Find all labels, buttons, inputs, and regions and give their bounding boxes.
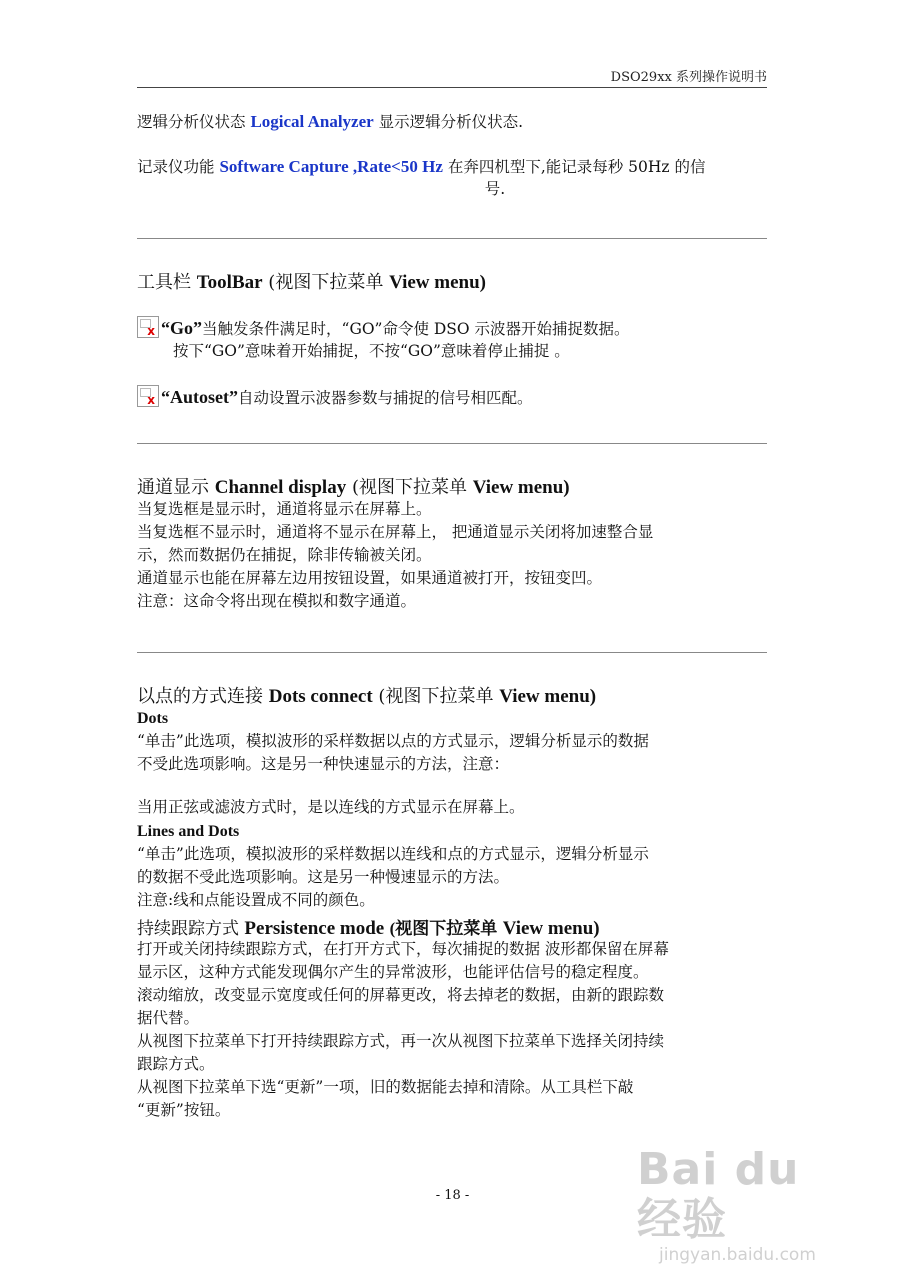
persistence-paren: (视图下拉菜单: [389, 919, 498, 938]
persistence-title-en: Persistence mode: [244, 918, 385, 939]
lines-dots-line: 注意:线和点能设置成不同的颜色。: [137, 891, 375, 909]
persistence-title-cn: 持续跟踪方式: [137, 919, 239, 939]
go-label: “Go”: [161, 318, 203, 338]
persistence-line: 据代替。: [137, 1009, 200, 1027]
channel-heading: [137, 473, 570, 499]
logic-analyzer-paragraph: [137, 110, 767, 134]
recorder-desc-cont: 号.: [484, 180, 506, 198]
document-header: DSO29xx 系列操作说明书: [610, 70, 767, 85]
lines-dots-line: 的数据不受此选项影响。这是另一种慢速显示的方法。: [137, 868, 510, 886]
channel-paren: (视图下拉菜单: [351, 477, 467, 498]
dots-paren: (视图下拉菜单: [378, 686, 494, 707]
toolbar-heading: [137, 268, 486, 294]
channel-line: 示，然而数据仍在捕捉，除非传输被关闭。: [137, 546, 432, 564]
persistence-line: 显示区，这种方式能发现偶尔产生的异常波形，也能评估信号的稳定程度。: [137, 963, 649, 981]
channel-title-en: Channel display: [214, 477, 347, 498]
lines-dots-subheading: Lines and Dots: [137, 823, 240, 840]
autoset-item: [137, 385, 767, 410]
dots-heading: [137, 682, 596, 708]
go-text-1: 当触发条件满足时，“GO”命令使 DSO 示波器开始捕捉数据。: [202, 320, 630, 338]
persistence-line: 滚动缩放，改变显示宽度或任何的屏幕更改，将去掉老的数据，由新的跟踪数: [137, 986, 665, 1004]
toolbar-title-cn: 工具栏: [137, 272, 191, 293]
channel-title-cn: 通道显示: [137, 477, 209, 498]
dots-paren-en: View menu): [499, 686, 597, 707]
page-number: - 18 -: [435, 1188, 470, 1203]
section-rule-3: [137, 652, 767, 653]
persistence-line: 打开或关闭持续跟踪方式，在打开方式下，每次捕捉的数据 波形都保留在屏幕: [137, 940, 669, 958]
lines-dots-body: [137, 843, 767, 912]
dots-line: 当用正弦或滤波方式时，是以连线的方式显示在屏幕上。: [137, 798, 525, 816]
baidu-watermark: [637, 1144, 847, 1265]
persistence-line: 从视图下拉菜单下打开持续跟踪方式，再一次从视图下拉菜单下选择关闭持续: [137, 1032, 665, 1050]
broken-image-icon: x: [137, 316, 159, 338]
persistence-line: 跟踪方式。: [137, 1055, 215, 1073]
dots-title-cn: 以点的方式连接: [137, 686, 263, 707]
channel-line: 当复选框是显示时，通道将显示在屏幕上。: [137, 500, 432, 518]
dots-line: “单击”此选项，模拟波形的采样数据以点的方式显示，逻辑分析显示的数据: [137, 732, 649, 750]
broken-image-icon: x: [137, 385, 159, 407]
section-rule-1: [137, 238, 767, 239]
toolbar-paren: (视图下拉菜单: [268, 272, 384, 293]
channel-line: 当复选框不显示时，通道将不显示在屏幕上， 把通道显示关闭将加速整合显: [137, 523, 654, 541]
go-item: [137, 316, 767, 341]
persistence-heading: [137, 914, 600, 940]
header-rule: [137, 87, 767, 88]
logic-desc: 显示逻辑分析仪状态.: [378, 113, 524, 131]
logic-en: Logical Analyzer: [250, 112, 374, 131]
dots-line: 不受此选项影响。这是另一种快速显示的方法，注意：: [137, 755, 510, 773]
section-rule-2: [137, 443, 767, 444]
channel-paren-en: View menu): [472, 477, 570, 498]
recorder-en: Software Capture ,Rate<50 Hz: [219, 157, 443, 176]
channel-body: [137, 498, 767, 613]
lines-dots-line: “单击”此选项，模拟波形的采样数据以连线和点的方式显示，逻辑分析显示: [137, 845, 649, 863]
watermark-brand: Bai du 经验: [637, 1144, 800, 1245]
persistence-line: 从视图下拉菜单下选“更新”一项，旧的数据能去掉和清除。从工具栏下敲: [137, 1078, 634, 1096]
channel-line: 注意：这命令将出现在模拟和数字通道。: [137, 592, 417, 610]
recorder-paragraph: [137, 155, 767, 179]
autoset-text: 自动设置示波器参数与捕捉的信号相匹配。: [238, 389, 533, 407]
persistence-paren-en: View menu): [502, 918, 600, 939]
logic-label: 逻辑分析仪状态: [137, 113, 246, 131]
recorder-desc: 在奔四机型下,能记录每秒 50Hz 的信: [447, 158, 706, 176]
toolbar-paren-en: View menu): [389, 272, 486, 293]
watermark-url: jingyan.baidu.com: [659, 1245, 816, 1265]
recorder-label: 记录仪功能: [137, 158, 215, 176]
persistence-line: “更新”按钮。: [137, 1101, 231, 1119]
channel-line: 通道显示也能在屏幕左边用按钮设置，如果通道被打开，按钮变凹。: [137, 569, 603, 587]
dots-title-en: Dots connect: [268, 686, 373, 707]
dots-subheading: Dots: [137, 710, 169, 727]
dots-body: [137, 730, 767, 776]
persistence-body: [137, 938, 767, 1122]
autoset-label: “Autoset”: [161, 387, 238, 407]
go-text-2: 按下“GO”意味着开始捕捉，不按“GO”意味着停止捕捉 。: [173, 342, 570, 360]
toolbar-title-en: ToolBar: [196, 272, 263, 293]
